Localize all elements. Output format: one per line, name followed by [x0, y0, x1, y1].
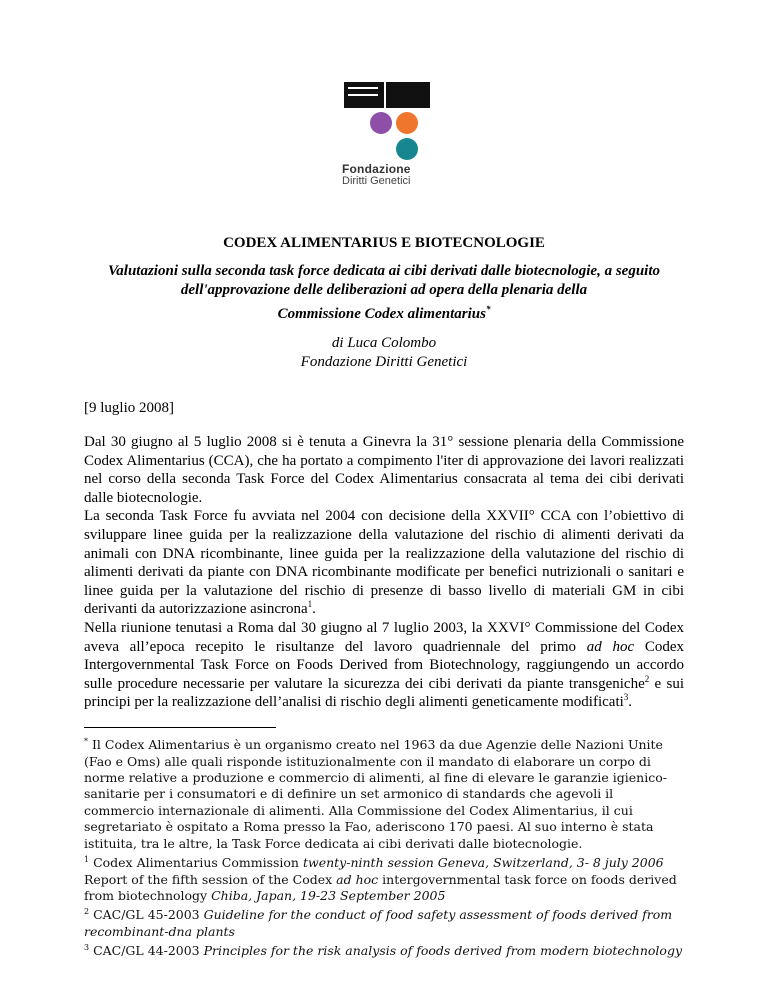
footnote-star: [84, 734, 684, 852]
paragraph-1: [84, 433, 684, 619]
footnote-ref-2: 2: [644, 673, 650, 684]
footnote-3-italic: Principles for the risk analysis of foods derived from modern biotechnology: [203, 943, 683, 959]
author-block: [0, 334, 768, 372]
footnote-star-text: Il Codex Alimentarius è un organismo creato nel 1963 da due Agenzie delle Nazioni Unite (Fao e Oms) alle quali risponde istituzionalmente con il mandato di elaborare un corpo di norme relative a produzione e commercio di alimenti, al fine di elevare le garanzie igienico-sanitarie per i consumatori e di definire un set armonico di standards che agevoli il commercio internazionale di alimenti. Alla Commissione del Codex Alimentarius, il cui segretariato è ospitato a Roma presso la Fao, aderiscono 170 paesi. Al suo interno è stata istituita, tra le altre, la Task Force dedicata ai cibi derivati dalle biotecnologie.: [84, 737, 667, 851]
subtitle-line-3: Commissione Codex alimentarius: [277, 306, 486, 322]
paragraph-2-text-a: Nella riunione tenutasi a Roma dal 30 giugno al 7 luglio 2003, la XXVI° Commissione del Codex aveva all’epoca recepito le risultanze del lavoro quadriennale del primo: [84, 620, 684, 655]
footnote-3-mark: 3: [84, 943, 90, 953]
footnote-3: [84, 940, 684, 960]
footnote-1-italic-b: ad hoc: [336, 871, 379, 887]
footnotes: [84, 734, 684, 960]
footnote-2: [84, 904, 684, 940]
footnote-ref-3: 3: [623, 692, 629, 703]
paragraph-2-italic: ad hoc: [586, 638, 635, 655]
author-name: di Luca Colombo: [331, 335, 437, 351]
footnote-1-italic-c: Chiba, Japan, 19-23 September 2005: [211, 887, 446, 903]
logo-subname: Diritti Genetici: [342, 175, 411, 187]
paragraph-1-end: .: [312, 601, 316, 618]
footnote-1-text-a: Codex Alimentarius Commission: [89, 855, 303, 871]
subtitle-footnote-mark: *: [485, 304, 491, 314]
paragraph-2-end: .: [628, 694, 633, 711]
author-organization: Fondazione Diritti Genetici: [300, 354, 468, 370]
logo-teal-dot: [396, 138, 418, 160]
logo-name: Fondazione: [342, 162, 411, 176]
footnote-star-mark: *: [84, 737, 88, 746]
paragraph-1-text-a: Dal 30 giugno al 5 luglio 2008 si è tenuta a Ginevra la 31° sessione plenaria della Commissione Codex Alimentarius (CCA), che ha portato a compimento l'iter di approvazione dei lavori realizzati nel corso della seconda Task Force del Codex Alimentarius consacrata al tema dei cibi derivati dalle biotecnologie.: [84, 434, 684, 506]
document-date: [9 luglio 2008]: [84, 400, 174, 416]
paragraph-2-text-c: e sui principi per la realizzazione dell’analisi di rischio degli alimenti geneticamente modificati: [84, 675, 684, 711]
footnote-1-mark: 1: [84, 855, 90, 864]
paragraph-2: [84, 619, 684, 712]
subtitle-line-1: Valutazioni sulla seconda task force dedicata ai cibi derivati dalle biotecnologie, a seguito: [107, 263, 661, 279]
footnote-3-text: CAC/GL 44-2003: [89, 943, 204, 959]
footnote-1-text-c: intergovernmental task force on foods derived from biotechnology: [84, 871, 677, 903]
logo-bar: [344, 82, 430, 108]
footnote-1-text-b: Report of the fifth session of the Codex: [84, 871, 337, 887]
footnote-2-text: CAC/GL 45-2003: [89, 907, 204, 923]
logo-purple-dot: [370, 112, 392, 134]
subtitle-line-2: dell'approvazione delle deliberazioni ad opera della plenaria della: [180, 282, 588, 298]
footnote-separator: [84, 727, 276, 728]
footnote-2-mark: 2: [84, 907, 90, 917]
foundation-logo: [340, 82, 432, 188]
document-subtitle: [90, 262, 678, 324]
paragraph-2-text-b: Codex Intergovernmental Task Force on Foods Derived from Biotechnology, raggiungendo un accordo sulle procedure necessarie per valutare la sicurezza dei cibi derivati da piante transgeniche: [84, 638, 684, 692]
footnote-1-italic-a: twenty-ninth session Geneva, Switzerland, 3- 8 july 2006: [302, 855, 664, 871]
footnote-2-italic: Guideline for the conduct of food safety assessment of foods derived from recombinant-dna plants: [84, 907, 673, 939]
logo-orange-dot: [396, 112, 418, 134]
footnote-ref-1: 1: [307, 599, 313, 610]
document-title: CODEX ALIMENTARIUS E BIOTECNOLOGIE: [223, 235, 545, 251]
paragraph-1-text-b: La seconda Task Force fu avviata nel 2004 con decisione della XXVII° CCA con l’obiettivo di sviluppare linee guida per la realizzazione della valutazione del rischio di alimenti derivati da animali con DNA ricombinante, linee guida per la realizzazione della valutazione del rischio di alimenti derivati da piante con DNA ricombinante modificate per benefici nutrizionali o sanitari e linee guida per la valutazione del rischio di presenze di basso livello di materiali GM in cibi derivanti da autorizzazione asincrona: [84, 508, 684, 618]
footnote-1: [84, 852, 684, 904]
